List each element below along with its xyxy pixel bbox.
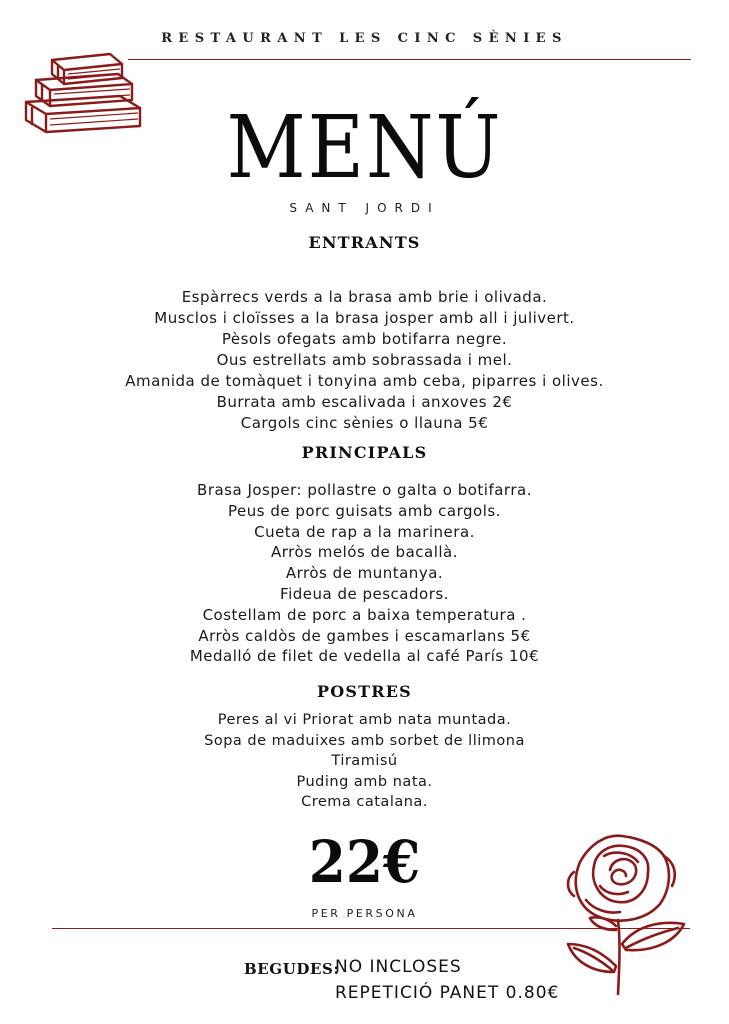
section-title-principals: PRINCIPALS [301, 443, 428, 462]
bottom-divider [52, 928, 690, 929]
list-item: Espàrrecs verds a la brasa amb brie i olivada. [181, 288, 548, 306]
top-divider [128, 59, 691, 60]
restaurant-name: RESTAURANT LES CINC SÈNIES [161, 31, 568, 46]
bread-refill-note: REPETICIÓ PANET 0.80€ [335, 983, 560, 1003]
menu-title: MENÚ [226, 98, 503, 198]
menu-price: 22€ [308, 828, 421, 896]
list-item: Cueta de rap a la marinera. [254, 522, 475, 541]
principals-list [0, 480, 729, 667]
list-item: Fideua de pescadors. [280, 584, 449, 603]
list-item: Costellam de porc a baixa temperatura . [202, 605, 527, 624]
list-item: Crema catalana. [301, 794, 428, 811]
list-item: Arròs melós de bacallà. [271, 543, 458, 562]
list-item: Pèsols ofegats amb botifarra negre. [221, 330, 508, 348]
list-item: Arròs caldòs de gambes i escamarlans 5€ [198, 626, 531, 645]
rose-icon [560, 826, 696, 998]
list-item: Brasa Josper: pollastre o galta o botifarra. [197, 481, 532, 499]
list-item: Peres al vi Priorat amb nata muntada. [217, 712, 512, 728]
section-title-entrants: ENTRANTS [308, 233, 421, 252]
list-item: Medalló de filet de vedella al café París 10€ [189, 647, 540, 666]
list-item: Peus de porc guisats amb cargols. [228, 501, 501, 520]
section-title-postres: POSTRES [317, 682, 412, 701]
menu-subtitle: SANT JORDI [289, 201, 440, 215]
entrants-list [0, 287, 729, 434]
list-item: Sopa de maduixes amb sorbet de llimona [204, 732, 525, 749]
list-item: Arròs de muntanya. [285, 564, 444, 583]
list-item: Tiramisú [331, 753, 398, 770]
drinks-label: BEGUDES: [244, 960, 340, 978]
list-item: Puding amb nata. [296, 773, 433, 790]
postres-list [0, 710, 729, 813]
list-item: Burrata amb escalivada i anxoves 2€ [216, 393, 513, 411]
list-item: Cargols cinc sènies o llauna 5€ [240, 414, 489, 432]
list-item: Ous estrellats amb sobrassada i mel. [216, 351, 513, 369]
list-item: Musclos i cloïsses a la brasa josper amb all i julivert. [154, 309, 575, 327]
list-item: Amanida de tomàquet i tonyina amb ceba, piparres i olives. [125, 372, 604, 390]
drinks-note: NO INCLOSES [335, 957, 462, 977]
price-per-person: PER PERSONA [311, 907, 418, 920]
